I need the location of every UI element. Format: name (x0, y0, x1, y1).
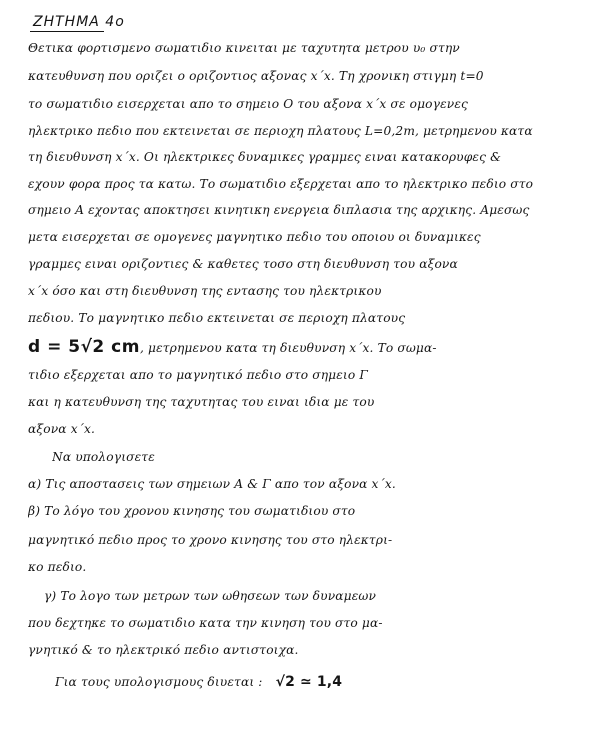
question-b-line-1: β) Το λόγο του χρονου κινησης του σωματιδιου στο (28, 504, 356, 518)
text-line-8: μετα εισερχεται σε ομογενες μαγνητικο πεδιο του οποιου οι δυναμικες (28, 230, 481, 244)
question-b-line-2: μαγνητικό πεδιο προς το χρονο κινησης του στο ηλεκτρι- (28, 533, 393, 547)
text-line-13: τιδιο εξερχεται απο το μαγνητικό πεδιο στο σημειο Γ (28, 368, 368, 382)
question-b-line-3: κο πεδιο. (28, 560, 87, 574)
text-line-2: κατευθυνση που οριζει ο οριζοντιος αξονας x΄x. Τη χρονικη στιγμη t=0 (28, 69, 484, 83)
question-c-line-1: γ) Το λογο των μετρων των ωθησεων των δυναμεων (44, 589, 377, 603)
question-prompt: Να υπολογισετε (52, 450, 155, 464)
text-line-15: αξονα x΄x. (28, 422, 96, 436)
text-line-6: εχουν φορα προς τα κατω. Το σωματιδιο εξερχεται απο το ηλεκτρικο πεδιο στο (28, 177, 534, 191)
text-line-14: και η κατευθυνση της ταχυτητας του ειναι ιδια με του (28, 395, 375, 409)
text-line-4: ηλεκτρικο πεδιο που εκτεινεται σε περιοχη πλατους L=0,2m, μετρημενου κατα (28, 124, 533, 138)
given-label: Για τους υπολογισμους διυεται : (55, 675, 263, 689)
problem-title: ΖΗΤΗΜΑ 4ο (33, 14, 125, 30)
text-line-5: τη διευθυνση x΄x. Οι ηλεκτρικες δυναμικες γραμμες ειναι κατακορυφες & (28, 150, 502, 164)
text-line-11: πεδιου. Το μαγνητικο πεδιο εκτεινεται σε περιοχη πλατους (28, 311, 406, 325)
question-c-line-2: που δεχτηκε το σωματιδιο κατα την κινηση του στο μα- (28, 616, 383, 630)
title-underline (30, 31, 104, 32)
text-line-12 (28, 337, 576, 358)
text-line-10: x΄x όσο και στη διευθυνση της εντασης του ηλεκτρικου (28, 284, 382, 298)
sqrt-two-value: √2 ≃ 1,4 (275, 674, 343, 690)
text-line-7: σημειο Α εχοντας αποκτησει κινητικη ενεργεια διπλασια της αρχικης. Αμεσως (28, 203, 530, 217)
text-line-3: το σωματιδιο εισερχεται απο το σημειο O του αξονα x΄x σε ομογενες (28, 97, 468, 111)
text-line-9: γραμμες ειναι οριζοντιες & καθετες τοσο στη διευθυνση του αξονα (28, 257, 458, 271)
question-a: α) Τις αποστασεις των σημειων Α & Γ απο τον αξονα x΄x. (28, 477, 396, 491)
question-c-line-3: γνητικό & το ηλεκτρικό πεδιο αντιστοιχα. (28, 643, 299, 657)
width-value: d = 5√2 cm (28, 337, 140, 357)
text-line-1: Θετικα φορτισμενο σωματιδιο κινειται με ταχυτητα μετρου υ₀ στην (28, 41, 460, 55)
given-data-line (55, 672, 591, 692)
text-line-12-rest: , μετρημενου κατα τη διευθυνση x΄x. Το σωμα- (139, 341, 437, 355)
